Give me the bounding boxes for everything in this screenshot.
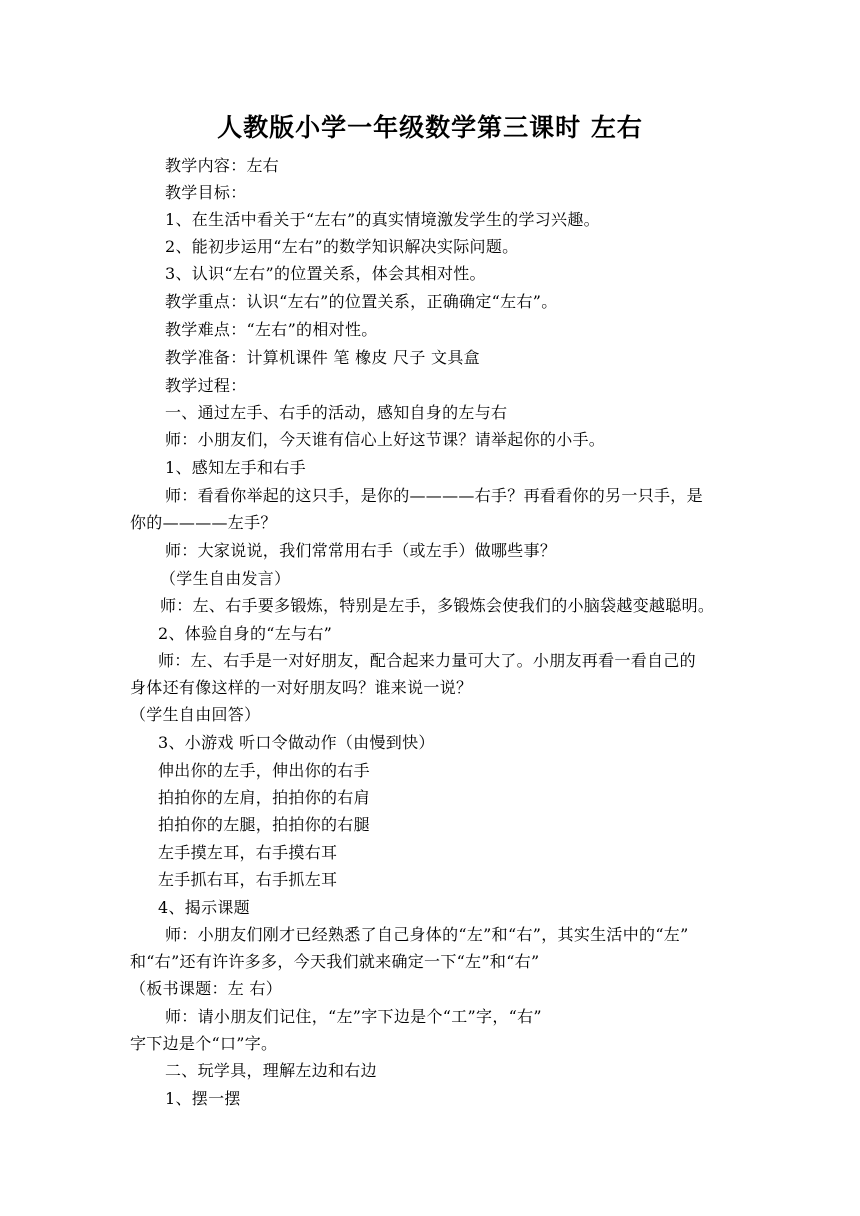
text-line-game-3: 拍拍你的左腿，拍拍你的右腿: [158, 815, 370, 834]
text-line-teacher-3: 师：大家说说，我们常常用右手（或左手）做哪些事？: [165, 541, 557, 560]
text-line-difficulty: 教学难点：“左右”的相对性。: [165, 320, 378, 339]
text-line-teacher-7b: 字下边是个“口”字。: [130, 1034, 278, 1053]
text-line-step-1: 1、感知左手和右手: [165, 458, 306, 477]
text-line-board-title: （板书课题：左 右）: [130, 979, 283, 998]
text-line-teacher-5b: 身体还有像这样的一对好朋友吗？谁来说一说？: [130, 678, 473, 697]
document-title: 人教版小学一年级数学第三课时 左右: [217, 113, 643, 142]
text-line-process: 教学过程：: [165, 376, 247, 395]
text-line-teacher-1: 师：小朋友们，今天谁有信心上好这节课？请举起你的小手。: [165, 430, 606, 449]
text-line-teacher-2b: 你的————左手？: [130, 513, 277, 532]
text-line-goal-1: 1、在生活中看关于“左右”的真实情境激发学生的学习兴趣。: [165, 210, 600, 229]
text-line-game-2: 拍拍你的左肩，拍拍你的右肩: [158, 788, 370, 807]
text-line-key-point: 教学重点：认识“左右”的位置关系，正确确定“左右”。: [165, 292, 558, 311]
text-line-teacher-4: 师：左、右手要多锻炼，特别是左手，多锻炼会使我们的小脑袋越变越聪明。: [160, 596, 715, 615]
text-line-goal-2: 2、能初步运用“左右”的数学知识解决实际问题。: [165, 237, 519, 256]
text-line-teacher-6b: 和“右”还有许许多多，今天我们就来确定一下“左”和“右”: [130, 952, 540, 971]
text-line-step-2: 2、体验自身的“左与右”: [158, 624, 333, 643]
text-line-teaching-goals: 教学目标：: [165, 183, 247, 202]
text-line-section-1: 一、通过左手、右手的活动，感知自身的左与右: [165, 403, 508, 422]
text-line-section-2: 二、玩学具，理解左边和右边: [165, 1061, 377, 1080]
text-line-goal-3: 3、认识“左右”的位置关系，体会其相对性。: [165, 264, 486, 283]
text-line-teacher-7a: 师：请小朋友们记住，“左”字下边是个“工”字，“右”: [165, 1007, 542, 1026]
text-line-step-4: 4、揭示课题: [158, 898, 250, 917]
text-line-teacher-6a: 师：小朋友们刚才已经熟悉了自己身体的“左”和“右”，其实生活中的“左”: [165, 925, 689, 944]
text-line-game-4: 左手摸左耳，右手摸右耳: [158, 843, 338, 862]
text-line-step-5: 1、摆一摆: [165, 1089, 241, 1108]
text-line-step-3: 3、小游戏 听口令做动作（由慢到快）: [158, 733, 435, 752]
text-line-teaching-content: 教学内容：左右: [165, 156, 280, 175]
text-line-game-1: 伸出你的左手，伸出你的右手: [158, 761, 370, 780]
text-line-teacher-2a: 师：看看你举起的这只手，是你的————右手？再看看你的另一只手，是: [165, 486, 703, 505]
text-line-student-2: （学生自由回答）: [130, 705, 261, 724]
text-line-teacher-5a: 师：左、右手是一对好朋友，配合起来力量可大了。小朋友再看一看自己的: [158, 651, 696, 670]
text-line-preparation: 教学准备：计算机课件 笔 橡皮 尺子 文具盒: [165, 348, 480, 367]
text-line-game-5: 左手抓右耳，右手抓左耳: [158, 870, 338, 889]
text-line-student-1: （学生自由发言）: [160, 569, 291, 588]
